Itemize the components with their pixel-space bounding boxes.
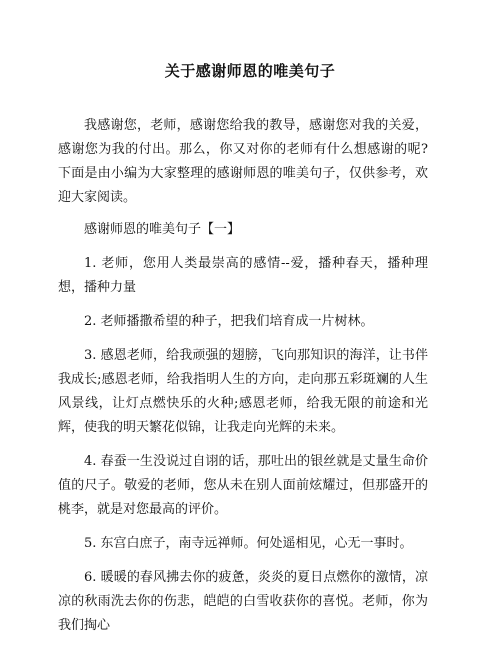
section-heading: 感谢师恩的唯美句子【一】: [84, 222, 241, 237]
list-item: 3. 感恩老师，给我顽强的翅膀，飞向那知识的海洋，让书伴我成长;感恩老师，给我指明人生的方向，走向那五彩斑斓的人生风景线，让灯点燃快乐的火种;感恩老师，给我无限的前途和光辉，使我的明天繁花似锦，让我走向光辉的未来。: [58, 348, 428, 435]
list-item: 5. 东宫白庶子，南寺远禅师。何处遥相见，心无一事时。: [84, 536, 413, 551]
list-item: 6. 暖暖的春风拂去你的疲惫，炎炎的夏日点燃你的激情，凉凉的秋雨洗去你的伤悲，皑皑的白雪收获你的喜悦。老师，你为我们掏心: [58, 570, 428, 633]
intro-paragraph: 我感谢您，老师，感谢您给我的教导，感谢您对我的关爱，感谢您为我的付出。那么，你又对你的老师有什么想感谢的呢?下面是由小编为大家整理的感谢师恩的唯美句子，仅供参考，欢迎大家阅读。: [58, 118, 428, 205]
list-item: 1. 老师，您用人类最崇高的感情--爱，播种春天，播种理想，播种力量: [58, 256, 428, 295]
document-body: [58, 114, 428, 648]
list-item: 2. 老师播撒希望的种子，把我们培育成一片树林。: [84, 314, 374, 329]
list-item: 4. 春蚕一生没说过自诩的话，那吐出的银丝就是丈量生命价值的尺子。敬爱的老师，您从未在别人面前炫耀过，但那盛开的桃李，就是对您最高的评价。: [58, 454, 428, 517]
document-title: 关于感谢师恩的唯美句子: [164, 62, 336, 80]
